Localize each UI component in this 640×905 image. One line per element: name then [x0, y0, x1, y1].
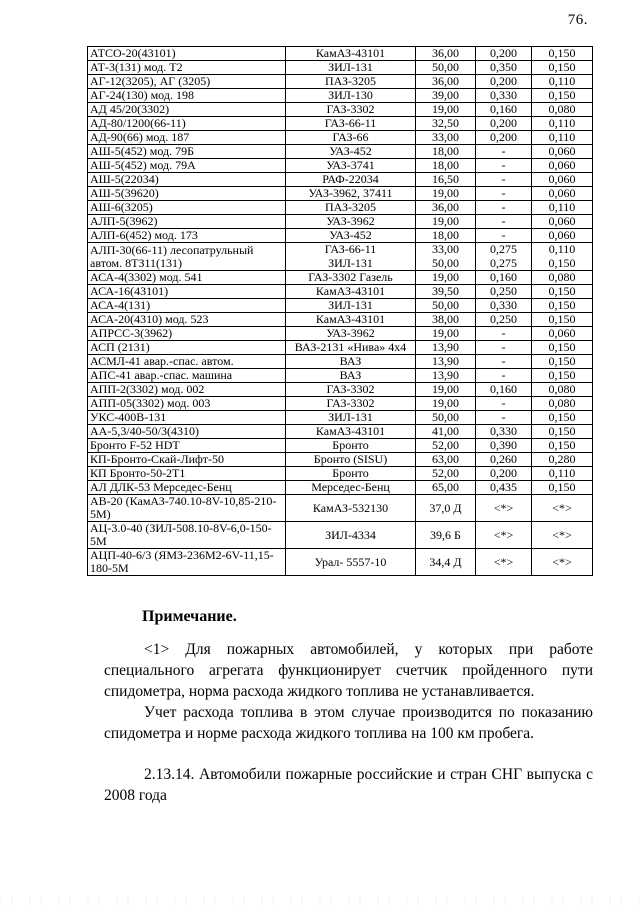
norm-1-cell: 0,160 — [476, 383, 532, 397]
chassis-cell: УАЗ-452 — [286, 229, 416, 243]
fuel-rate-cell: 50,00 — [416, 61, 476, 75]
norm-1-cell: - — [476, 341, 532, 355]
chassis-cell: КамАЗ-43101 — [286, 47, 416, 61]
table-row — [88, 481, 593, 495]
norm-2-cell: 0,060 — [532, 215, 593, 229]
norm-1-cell: - — [476, 327, 532, 341]
table-row — [88, 117, 593, 131]
table-row — [88, 397, 593, 411]
table-row — [88, 243, 593, 271]
vehicle-name-cell: АГ-12(3205), АГ (3205) — [88, 75, 286, 89]
vehicle-name-cell: АСА-16(43101) — [88, 285, 286, 299]
fuel-rate-cell: 13,90 — [416, 341, 476, 355]
vehicle-name-cell: АШ-5(452) мод. 79А — [88, 159, 286, 173]
chassis-cell: КамАЗ-43101 — [286, 425, 416, 439]
section-heading-2-13-14: 2.13.14. Автомобили пожарные российские и стран СНГ выпуска с 2008 года — [104, 766, 593, 804]
chassis-cell: УАЗ-452 — [286, 145, 416, 159]
vehicle-name-cell: АД-80/1200(66-11) — [88, 117, 286, 131]
table-row — [88, 549, 593, 576]
vehicle-name-cell: АСМЛ-41 авар.-спас. автом. — [88, 355, 286, 369]
chassis-cell: КамАЗ-43101 — [286, 285, 416, 299]
norm-1-cell: 0,250 — [476, 285, 532, 299]
chassis-cell: ЗИЛ-131 — [286, 299, 416, 313]
norm-2-cell: <*> — [532, 495, 593, 522]
table-row — [88, 355, 593, 369]
table-row — [88, 453, 593, 467]
fuel-rate-cell: 39,00 — [416, 89, 476, 103]
vehicle-name-cell: АПС-41 авар.-спас. машина — [88, 369, 286, 383]
norm-2-cell: 0,060 — [532, 159, 593, 173]
norm-2-cell: 0,150 — [532, 47, 593, 61]
chassis-cell: РАФ-22034 — [286, 173, 416, 187]
vehicle-name-cell: АШ-5(22034) — [88, 173, 286, 187]
fuel-rate-cell: 39,50 — [416, 285, 476, 299]
vehicle-table-body — [88, 47, 593, 576]
table-row — [88, 341, 593, 355]
norm-2-cell: 0,080 — [532, 397, 593, 411]
table-row — [88, 439, 593, 453]
chassis-cell: Урал- 5557-10 — [286, 549, 416, 576]
table-row — [88, 425, 593, 439]
norm-1-cell: 0,260 — [476, 453, 532, 467]
chassis-cell: Бронто (SISU) — [286, 453, 416, 467]
chassis-cell: ПАЗ-3205 — [286, 75, 416, 89]
norm-2-cell: 0,150 — [532, 313, 593, 327]
norm-2-cell: 0,080 — [532, 103, 593, 117]
chassis-cell: ГАЗ-3302 — [286, 103, 416, 117]
vehicle-name-cell: АД-90(66) мод. 187 — [88, 131, 286, 145]
fuel-rate-cell: 33,00 — [416, 131, 476, 145]
norm-2-cell: 0,060 — [532, 327, 593, 341]
fuel-rate-cell: 39,6 Б — [416, 522, 476, 549]
fuel-rate-cell: 36,00 — [416, 75, 476, 89]
chassis-cell: ПАЗ-3205 — [286, 201, 416, 215]
norm-1-cell: - — [476, 159, 532, 173]
norm-1-cell: <*> — [476, 549, 532, 576]
vehicle-name-cell: АЛП-30(66-11) лесопатрульный автом. 8ТЗ11(131) — [88, 243, 286, 271]
norm-2-cell: 0,150 — [532, 481, 593, 495]
norm-1-cell: <*> — [476, 495, 532, 522]
chassis-cell: ЗИЛ-131 — [286, 61, 416, 75]
fuel-rate-cell: 41,00 — [416, 425, 476, 439]
vehicle-name-cell: АШ-6(3205) — [88, 201, 286, 215]
norm-2-cell: 0,150 — [532, 299, 593, 313]
vehicle-name-cell: АШ-5(452) мод. 79Б — [88, 145, 286, 159]
fuel-rate-cell: 19,00 — [416, 215, 476, 229]
table-row — [88, 187, 593, 201]
norm-1-cell: 0,200 — [476, 75, 532, 89]
chassis-cell: УАЗ-3741 — [286, 159, 416, 173]
fuel-rate-cell: 16,50 — [416, 173, 476, 187]
norm-1-cell: 0,330 — [476, 425, 532, 439]
fuel-rate-cell: 19,00 — [416, 397, 476, 411]
norm-1-cell: 0,330 — [476, 89, 532, 103]
norm-2-cell: 0,060 — [532, 229, 593, 243]
norm-2-cell: 0,110 — [532, 201, 593, 215]
table-row — [88, 411, 593, 425]
fuel-rate-cell: 19,00 — [416, 103, 476, 117]
norm-1-cell: 0,200 — [476, 47, 532, 61]
vehicle-name-cell: АЛ ДЛК-53 Мерседес-Бенц — [88, 481, 286, 495]
chassis-cell: ГАЗ-3302 — [286, 397, 416, 411]
norm-2-cell: 0,150 — [532, 439, 593, 453]
table-row — [88, 271, 593, 285]
fuel-rate-cell: 63,00 — [416, 453, 476, 467]
norm-1-cell: - — [476, 411, 532, 425]
page-number: 76. — [567, 12, 588, 28]
norm-2-cell: <*> — [532, 522, 593, 549]
table-row — [88, 215, 593, 229]
fuel-rate-cell: 19,00 — [416, 383, 476, 397]
vehicle-name-cell: АВ-20 (КамАЗ-740.10-8V-10,85-210-5М) — [88, 495, 286, 522]
vehicle-name-cell: АСА-4(3302) мод. 541 — [88, 271, 286, 285]
table-row — [88, 159, 593, 173]
norm-1-cell: 0,390 — [476, 439, 532, 453]
vehicle-name-cell: АЦП-40-6/3 (ЯМЗ-236М2-6V-11,15-180-5М — [88, 549, 286, 576]
table-row — [88, 229, 593, 243]
fuel-rate-cell: 32,50 — [416, 117, 476, 131]
fuel-rate-cell: 50,00 — [416, 299, 476, 313]
fuel-rate-cell: 38,00 — [416, 313, 476, 327]
norm-1-cell: - — [476, 215, 532, 229]
vehicle-name-cell: КП-Бронто-Скай-Лифт-50 — [88, 453, 286, 467]
norm-2-cell: 0,150 — [532, 61, 593, 75]
table-row — [88, 383, 593, 397]
note-paragraph-2: Учет расхода топлива в этом случае производится по показанию спидометра и норме расхода жидкого топлива на 100 км пробега. — [104, 704, 593, 742]
note-paragraph-1: <1> Для пожарных автомобилей, у которых при работе специального агрегата функционирует счетчик пройденного пути спидометра, норма расхода жидкого топлива не устанавливается. — [104, 641, 593, 700]
vehicle-name-cell: АА-5,3/40-50/3(4310) — [88, 425, 286, 439]
chassis-cell: ГАЗ-66-11 — [286, 117, 416, 131]
table-row — [88, 145, 593, 159]
norm-1-cell: <*> — [476, 522, 532, 549]
vehicle-name-cell: АСА-20(4310) мод. 523 — [88, 313, 286, 327]
table-row — [88, 131, 593, 145]
vehicle-name-cell: АСП (2131) — [88, 341, 286, 355]
norm-1-cell: 0,200 — [476, 467, 532, 481]
vehicle-name-cell: АЛП-5(3962) — [88, 215, 286, 229]
chassis-cell: ГАЗ-66 — [286, 131, 416, 145]
norm-2-cell: 0,150 — [532, 355, 593, 369]
chassis-cell: УАЗ-3962, 37411 — [286, 187, 416, 201]
chassis-cell: КамАЗ-532130 — [286, 495, 416, 522]
fuel-rate-cell: 34,4 Д — [416, 549, 476, 576]
norm-1-cell: - — [476, 355, 532, 369]
norm-1-cell: - — [476, 229, 532, 243]
fuel-rate-cell: 18,00 — [416, 229, 476, 243]
vehicle-name-cell: АГ-24(130) мод. 198 — [88, 89, 286, 103]
chassis-cell: ЗИЛ-130 — [286, 89, 416, 103]
fuel-rate-cell: 37,0 Д — [416, 495, 476, 522]
norm-1-cell: 0,160 — [476, 271, 532, 285]
norm-2-cell: 0,280 — [532, 453, 593, 467]
table-row — [88, 327, 593, 341]
norm-2-cell: 0,060 — [532, 187, 593, 201]
fuel-rate-cell: 65,00 — [416, 481, 476, 495]
vehicle-name-cell: АТ-3(131) мод. Т2 — [88, 61, 286, 75]
norm-1-cell: 0,350 — [476, 61, 532, 75]
norm-1-cell: 0,160 — [476, 103, 532, 117]
vehicle-name-cell: АЦ-3.0-40 (ЗИЛ-508.10-8V-6,0-150-5М — [88, 522, 286, 549]
table-row — [88, 522, 593, 549]
table-row — [88, 369, 593, 383]
vehicle-name-cell: АПРСС-3(3962) — [88, 327, 286, 341]
vehicle-name-cell: АСА-4(131) — [88, 299, 286, 313]
fuel-rate-cell: 19,00 — [416, 187, 476, 201]
norm-2-cell: 0,080 — [532, 271, 593, 285]
norm-2-cell: 0,110 — [532, 467, 593, 481]
norm-2-cell: 0,110 0,150 — [532, 243, 593, 271]
table-row — [88, 299, 593, 313]
norm-1-cell: - — [476, 145, 532, 159]
table-row — [88, 103, 593, 117]
norm-1-cell: - — [476, 187, 532, 201]
norm-1-cell: 0,435 — [476, 481, 532, 495]
chassis-cell: ЗИЛ-4334 — [286, 522, 416, 549]
table-row — [88, 467, 593, 481]
fuel-rate-cell: 19,00 — [416, 327, 476, 341]
chassis-cell: Бронто — [286, 439, 416, 453]
norm-1-cell: 0,200 — [476, 131, 532, 145]
fuel-rate-cell: 52,00 — [416, 439, 476, 453]
norm-2-cell: 0,110 — [532, 75, 593, 89]
norm-1-cell: 0,275 0,275 — [476, 243, 532, 271]
table-row — [88, 89, 593, 103]
chassis-cell: ГАЗ-3302 — [286, 383, 416, 397]
vehicle-name-cell: АЛП-6(452) мод. 173 — [88, 229, 286, 243]
note-section — [104, 606, 593, 806]
table-row — [88, 173, 593, 187]
table-row — [88, 75, 593, 89]
norm-2-cell: 0,060 — [532, 145, 593, 159]
chassis-cell: УАЗ-3962 — [286, 215, 416, 229]
norm-1-cell: - — [476, 173, 532, 187]
norm-2-cell: 0,110 — [532, 117, 593, 131]
vehicle-name-cell: Бронто F-52 HDT — [88, 439, 286, 453]
chassis-cell: Мерседес-Бенц — [286, 481, 416, 495]
chassis-cell: ГАЗ-66-11 ЗИЛ-131 — [286, 243, 416, 271]
vehicle-name-cell: АПП-2(3302) мод. 002 — [88, 383, 286, 397]
chassis-cell: ГАЗ-3302 Газель — [286, 271, 416, 285]
note-heading: Примечание. — [142, 608, 237, 625]
fuel-rate-cell: 18,00 — [416, 159, 476, 173]
norm-2-cell: <*> — [532, 549, 593, 576]
chassis-cell: ЗИЛ-131 — [286, 411, 416, 425]
table-row — [88, 313, 593, 327]
norm-2-cell: 0,150 — [532, 411, 593, 425]
chassis-cell: ВАЗ — [286, 369, 416, 383]
norm-2-cell: 0,060 — [532, 173, 593, 187]
fuel-rate-cell: 52,00 — [416, 467, 476, 481]
table-row — [88, 61, 593, 75]
norm-2-cell: 0,150 — [532, 285, 593, 299]
norm-2-cell: 0,150 — [532, 425, 593, 439]
fuel-rate-cell: 36,00 — [416, 201, 476, 215]
fuel-rate-cell: 18,00 — [416, 145, 476, 159]
chassis-cell: ВАЗ — [286, 355, 416, 369]
norm-1-cell: 0,200 — [476, 117, 532, 131]
vehicle-name-cell: УКС-400В-131 — [88, 411, 286, 425]
norm-1-cell: - — [476, 397, 532, 411]
norm-2-cell: 0,150 — [532, 369, 593, 383]
table-row — [88, 495, 593, 522]
table-row — [88, 47, 593, 61]
vehicle-name-cell: АПП-05(3302) мод. 003 — [88, 397, 286, 411]
norm-1-cell: - — [476, 369, 532, 383]
chassis-cell: ВАЗ-2131 «Нива» 4х4 — [286, 341, 416, 355]
fuel-rate-cell: 13,90 — [416, 355, 476, 369]
norm-2-cell: 0,080 — [532, 383, 593, 397]
vehicle-name-cell: КП Бронто-50-2Т1 — [88, 467, 286, 481]
norm-1-cell: - — [476, 201, 532, 215]
fuel-rate-cell: 19,00 — [416, 271, 476, 285]
vehicle-name-cell: АШ-5(39620) — [88, 187, 286, 201]
fuel-rate-cell: 36,00 — [416, 47, 476, 61]
norm-2-cell: 0,150 — [532, 89, 593, 103]
chassis-cell: УАЗ-3962 — [286, 327, 416, 341]
norm-2-cell: 0,150 — [532, 341, 593, 355]
chassis-cell: КамАЗ-43101 — [286, 313, 416, 327]
fuel-rate-cell: 33,00 50,00 — [416, 243, 476, 271]
fuel-rate-cell: 50,00 — [416, 411, 476, 425]
vehicle-name-cell: АТСО-20(43101) — [88, 47, 286, 61]
norm-1-cell: 0,330 — [476, 299, 532, 313]
vehicle-name-cell: АД 45/20(3302) — [88, 103, 286, 117]
table-row — [88, 285, 593, 299]
fuel-rate-cell: 13,90 — [416, 369, 476, 383]
chassis-cell: Бронто — [286, 467, 416, 481]
scan-noise-artifact — [0, 896, 640, 905]
fuel-norms-table — [87, 46, 593, 576]
norm-1-cell: 0,250 — [476, 313, 532, 327]
norm-2-cell: 0,110 — [532, 131, 593, 145]
table-row — [88, 201, 593, 215]
